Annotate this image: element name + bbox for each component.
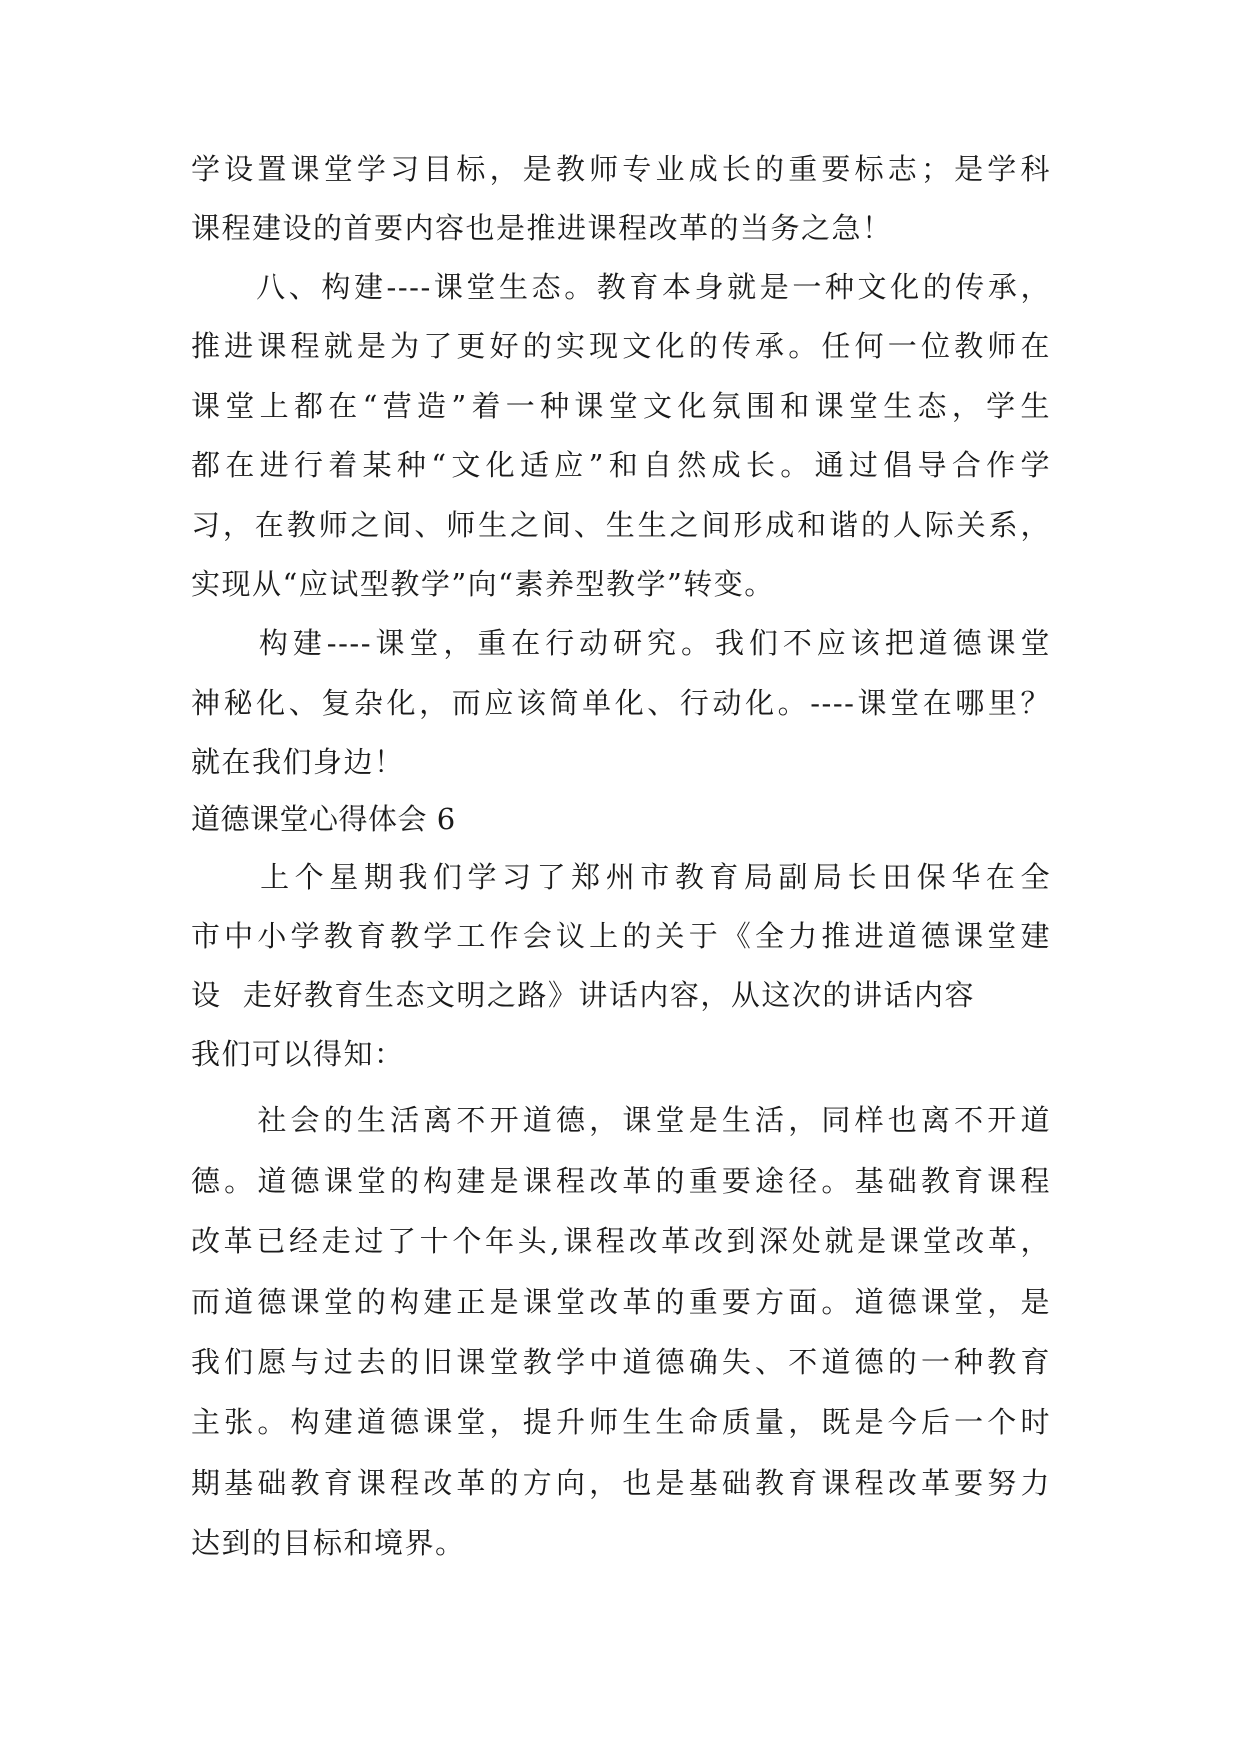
- paragraph-line: 我们愿与过去的旧课堂教学中道德确失、不道德的一种教育: [191, 1345, 1051, 1379]
- paragraph-line: 构建----课堂，重在行动研究。我们不应该把道德课堂: [191, 626, 1051, 660]
- paragraph-line: 就在我们身边！: [191, 745, 405, 779]
- paragraph-line: 德。道德课堂的构建是课程改革的重要途径。基础教育课程: [191, 1164, 1051, 1198]
- paragraph-line: 设 走好教育生态文明之路》讲话内容，从这次的讲话内容: [191, 978, 975, 1012]
- paragraph-line: 达到的目标和境界。: [191, 1526, 466, 1560]
- paragraph-line: 市中小学教育教学工作会议上的关于《全力推进道德课堂建: [191, 919, 1051, 953]
- paragraph-line: 都在进行着某种“文化适应”和自然成长。通过倡导合作学: [191, 448, 1051, 482]
- paragraph-line: 上个星期我们学习了郑州市教育局副局长田保华在全: [191, 860, 1051, 894]
- paragraph-line: 主张。构建道德课堂，提升师生生命质量，既是今后一个时: [191, 1405, 1051, 1439]
- paragraph-line: 我们可以得知：: [191, 1037, 405, 1071]
- paragraph-line: 社会的生活离不开道德，课堂是生活，同样也离不开道: [191, 1103, 1051, 1137]
- paragraph-line: 实现从“应试型教学”向“素养型教学”转变。: [191, 567, 775, 601]
- paragraph-line: 推进课程就是为了更好的实现文化的传承。任何一位教师在: [191, 329, 1051, 363]
- section-heading: 道德课堂心得体会 6: [191, 802, 456, 836]
- paragraph-line: 课堂上都在“营造”着一种课堂文化氛围和课堂生态，学生: [191, 389, 1051, 423]
- paragraph-line: 改革已经走过了十个年头,课程改革改到深处就是课堂改革，: [191, 1224, 1051, 1258]
- paragraph-line: 期基础教育课程改革的方向，也是基础教育课程改革要努力: [191, 1466, 1051, 1500]
- paragraph-line: 课程建设的首要内容也是推进课程改革的当务之急！: [191, 211, 893, 245]
- paragraph-line: 八、构建----课堂生态。教育本身就是一种文化的传承，: [191, 270, 1051, 304]
- paragraph-line: 神秘化、复杂化，而应该简单化、行动化。----课堂在哪里？: [191, 686, 1051, 720]
- paragraph-line: 学设置课堂学习目标，是教师专业成长的重要标志；是学科: [191, 152, 1051, 186]
- paragraph-line: 而道德课堂的构建正是课堂改革的重要方面。道德课堂，是: [191, 1285, 1051, 1319]
- paragraph-line: 习，在教师之间、师生之间、生生之间形成和谐的人际关系，: [191, 508, 1051, 542]
